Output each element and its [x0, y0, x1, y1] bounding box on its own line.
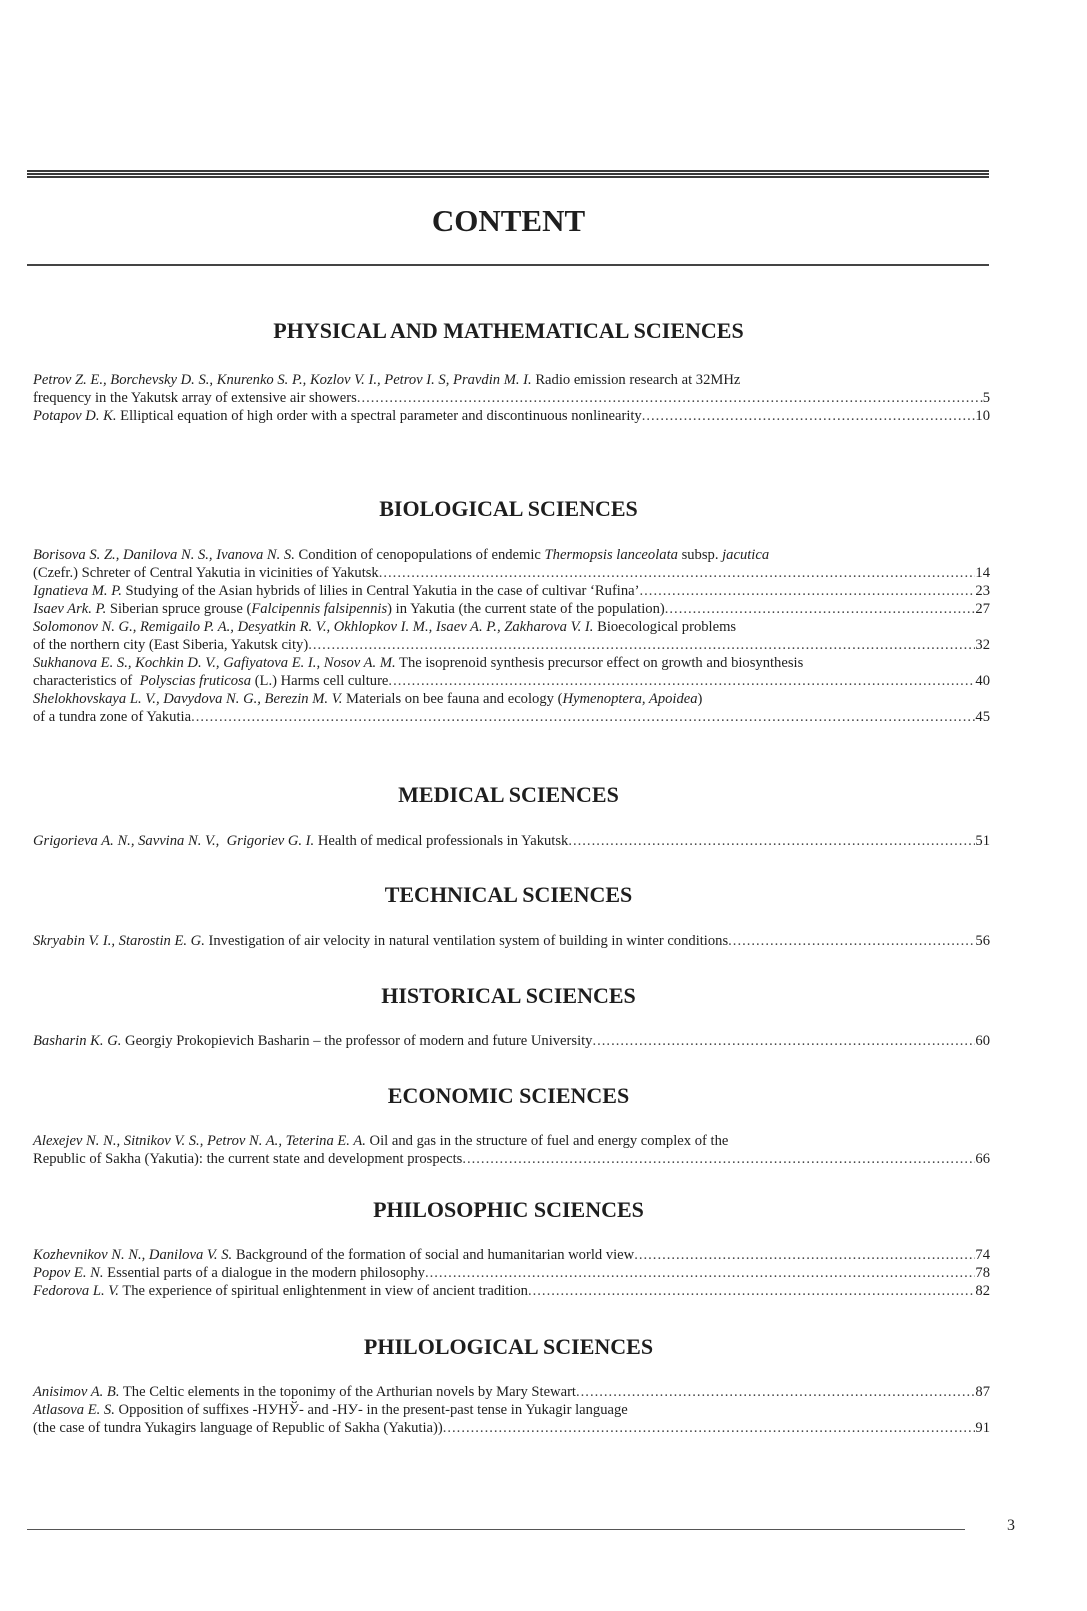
entry-title: Bioecological problems	[593, 619, 737, 635]
entry-authors: Shelokhovskaya L. V., Davydova N. G., Berezin M. V.	[33, 691, 343, 707]
entry-species: Falcipennis falsipennis	[251, 601, 388, 617]
entry-page: 23	[975, 583, 990, 599]
entry-title: Background of the formation of social and humanitarian world view	[232, 1247, 635, 1263]
footer-rule	[27, 1529, 965, 1530]
section-heading-physical-mathematical: PHYSICAL AND MATHEMATICAL SCIENCES	[273, 318, 744, 343]
toc-entry[interactable]	[33, 655, 990, 690]
entry-title-cont: (the case of tundra Yukagirs language of Republic of Sakha (Yakutia))	[33, 1419, 443, 1436]
entry-page: 74	[975, 1247, 990, 1263]
entry-page: 45	[975, 708, 990, 725]
entry-authors: Isaev Ark. P.	[33, 601, 107, 617]
entry-title: The Celtic elements in the toponimy of the Arthurian novels by Mary Stewart	[119, 1384, 576, 1400]
toc-entry[interactable]	[33, 1247, 990, 1265]
entry-page: 51	[975, 833, 990, 849]
entry-authors: Potapov D. K.	[33, 408, 117, 424]
section-heading-medical: MEDICAL SCIENCES	[398, 782, 619, 807]
entry-title-cont: characteristics of	[33, 672, 140, 689]
entry-title-part: ) in Yakutia (the current state of the population)	[387, 601, 665, 617]
toc-entry[interactable]	[33, 619, 990, 654]
toc-entry[interactable]	[33, 408, 990, 426]
entry-authors: Alexejev N. N., Sitnikov V. S., Petrov N. A., Teterina E. A.	[33, 1133, 366, 1149]
entry-title: Oil and gas in the structure of fuel and energy complex of the	[365, 1133, 729, 1149]
entry-page: 40	[975, 672, 990, 689]
entry-title: Radio emission research at 32MHz	[531, 372, 741, 388]
dot-leader	[443, 1420, 976, 1438]
entry-title: Siberian spruce grouse (	[106, 601, 252, 617]
entry-title: Health of medical professionals in Yakutsk	[314, 833, 569, 849]
entry-title-part: subsp.	[677, 547, 723, 563]
toc-entry[interactable]	[33, 1402, 990, 1437]
toc-entry[interactable]	[33, 547, 990, 582]
entry-title: The isoprenoid synthesis precursor effect on growth and biosynthesis	[395, 655, 804, 671]
entry-title: The experience of spiritual enlightenment in view of ancient tradition	[118, 1283, 528, 1299]
entry-title: Elliptical equation of high order with a spectral parameter and discontinuous nonlinearity	[116, 408, 642, 424]
section-heading-biological: BIOLOGICAL SCIENCES	[379, 496, 638, 521]
entry-page: 27	[975, 601, 990, 617]
entry-authors: Basharin K. G.	[33, 1033, 122, 1049]
toc-entry[interactable]	[33, 601, 990, 619]
dot-leader	[728, 933, 975, 951]
entry-authors: Solomonov N. G., Remigailo P. A., Desyatkin R. V., Okhlopkov I. M., Isaev A. P., Zakharova V. I.	[33, 619, 594, 635]
page-title: CONTENT	[431, 203, 586, 238]
entry-title: Opposition of suffixes -НУНЎ- and -НУ- in the present-past tense in Yukagir language	[114, 1402, 628, 1418]
dot-leader	[357, 390, 983, 408]
toc-entry[interactable]	[33, 372, 990, 407]
toc-entry[interactable]	[33, 1283, 990, 1301]
entry-page: 66	[975, 1150, 990, 1167]
entry-authors: Popov E. N.	[33, 1265, 104, 1281]
entry-authors: Petrov Z. E., Borchevsky D. S., Knurenko S. P., Kozlov V. I., Petrov I. S, Pravdin M. I.	[33, 372, 532, 388]
dot-leader	[665, 601, 976, 619]
dot-leader	[308, 637, 975, 655]
entry-page: 5	[982, 389, 990, 406]
entry-title: Condition of cenopopulations of endemic	[294, 547, 545, 563]
entry-authors: Anisimov A. B.	[33, 1384, 120, 1400]
dot-leader	[634, 1247, 975, 1265]
dot-leader	[568, 833, 975, 851]
entry-authors: Borisova S. Z., Danilova N. S., Ivanova N. S.	[33, 547, 295, 563]
dot-leader	[642, 408, 976, 426]
entry-title-cont: Republic of Sakha (Yakutia): the current state and development prospects	[33, 1150, 463, 1167]
entry-page: 10	[975, 408, 990, 424]
toc-entry[interactable]	[33, 1265, 990, 1283]
entry-page: 60	[975, 1033, 990, 1049]
dot-leader	[528, 1283, 975, 1301]
entry-authors: Ignatieva M. P.	[33, 583, 122, 599]
title-underline-rule	[27, 264, 989, 266]
dot-leader	[576, 1384, 975, 1402]
section-heading-historical: HISTORICAL SCIENCES	[381, 983, 636, 1008]
entry-authors: Skryabin V. I., Starostin E. G.	[33, 933, 205, 949]
dot-leader	[379, 565, 976, 583]
entry-authors: Fedorova L. V.	[33, 1283, 119, 1299]
entry-authors: Sukhanova E. S., Kochkin D. V., Gafiyatova E. I., Nosov A. M.	[33, 655, 396, 671]
section-heading-philological: PHILOLOGICAL SCIENCES	[363, 1334, 654, 1359]
entry-page: 78	[975, 1265, 990, 1281]
entry-authors: Grigorieva A. N., Savvina N. V., Grigoriev G. I.	[33, 833, 315, 849]
entry-taxa: Hymenoptera, Apoidea	[562, 691, 698, 707]
entry-title: Georgiy Prokopievich Basharin – the professor of modern and future University	[121, 1033, 593, 1049]
dot-leader	[592, 1033, 975, 1051]
toc-entry[interactable]	[33, 833, 990, 851]
entry-title: Investigation of air velocity in natural ventilation system of building in winter conditions	[204, 933, 729, 949]
entry-title-part: (L.) Harms cell culture	[251, 672, 389, 689]
toc-entry[interactable]	[33, 1384, 990, 1402]
toc-entry[interactable]	[33, 1133, 990, 1168]
toc-entry[interactable]	[33, 933, 990, 951]
entry-authors: Kozhevnikov N. N., Danilova V. S.	[33, 1247, 233, 1263]
entry-subspecies: jacutica	[722, 547, 770, 563]
entry-page: 82	[975, 1283, 990, 1299]
top-double-rule	[27, 170, 989, 179]
entry-title-cont: of the northern city (East Siberia, Yakutsk city)	[33, 636, 309, 653]
entry-page: 14	[975, 564, 990, 581]
dot-leader	[462, 1151, 975, 1169]
entry-title-cont: frequency in the Yakutsk array of extensive air showers	[33, 389, 357, 406]
entry-species: Polyscias fruticosa	[139, 672, 252, 689]
entry-title-cont: (Czefr.) Schreter of Central Yakutia in vicinities of Yakutsk	[33, 564, 379, 581]
entry-authors: Atlasova E. S.	[33, 1402, 115, 1418]
entry-title-cont: of a tundra zone of Yakutia	[33, 708, 192, 725]
entry-page: 87	[975, 1384, 990, 1400]
entry-title: Studying of the Asian hybrids of lilies in Central Yakutia in the case of cultivar ‘Rufina’	[121, 583, 640, 599]
page-number: 3	[1007, 1517, 1015, 1534]
toc-entry[interactable]	[33, 691, 990, 726]
entry-page: 32	[975, 636, 990, 653]
section-heading-philosophic: PHILOSOPHIC SCIENCES	[373, 1197, 644, 1222]
dot-leader	[640, 583, 976, 601]
entry-title: Essential parts of a dialogue in the modern philosophy	[103, 1265, 425, 1281]
dot-leader	[191, 709, 975, 727]
toc-entry[interactable]	[33, 583, 990, 601]
dot-leader	[388, 673, 975, 691]
entry-title-part: )	[697, 691, 703, 707]
entry-title: Materials on bee fauna and ecology (	[342, 691, 563, 707]
dot-leader	[425, 1265, 975, 1283]
entry-page: 56	[975, 933, 990, 949]
entry-species: Thermopsis lanceolata	[544, 547, 678, 563]
section-heading-technical: TECHNICAL SCIENCES	[384, 882, 633, 907]
section-heading-economic: ECONOMIC SCIENCES	[387, 1083, 630, 1108]
entry-page: 91	[975, 1419, 990, 1436]
toc-entry[interactable]	[33, 1033, 990, 1051]
